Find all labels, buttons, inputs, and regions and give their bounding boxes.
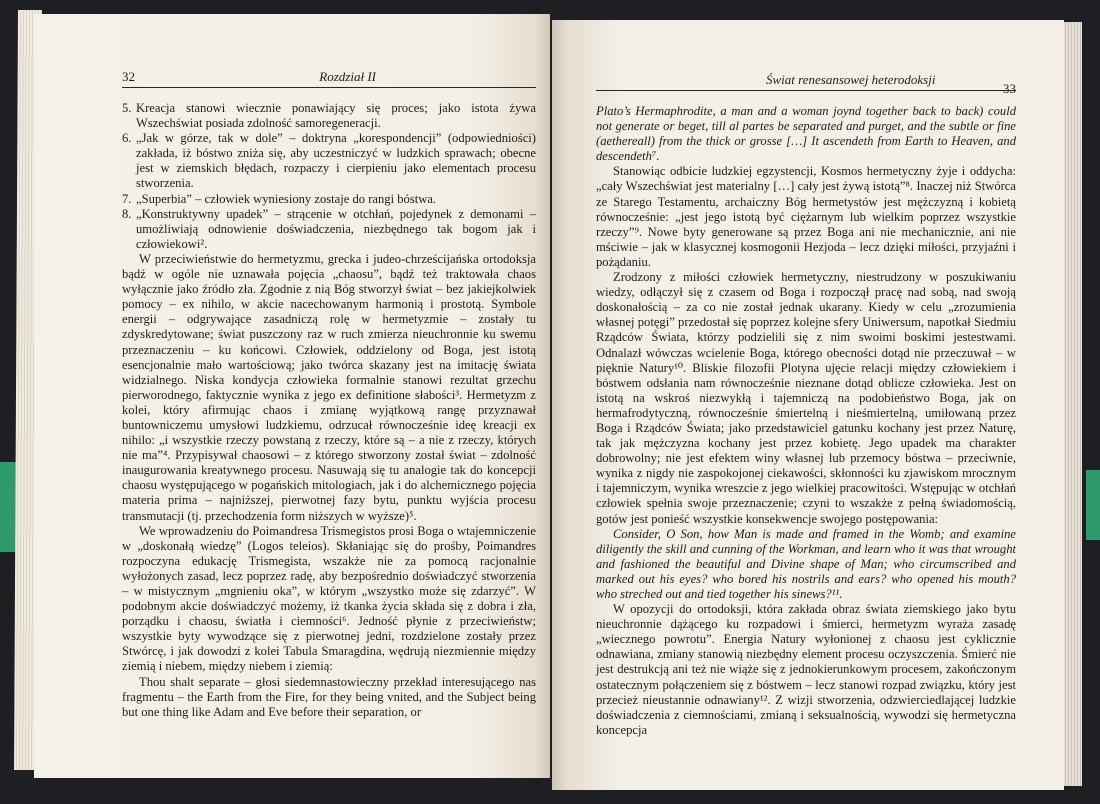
list-item-number: 8. [122, 206, 132, 221]
page-number: 32 [122, 68, 135, 84]
quote-paragraph: Consider, O Son, how Man is made and framed in the Womb; and examine diligently the skill and cunning of the Workman, and learn who it was that wrought and fashioned the beautiful and Divine shape of Man; who circumscribed and marked out his eyes? who bored his nostrils and ears? who opened his mouth? who streched out and tied together his sinews?¹¹. [596, 526, 1016, 601]
chapter-title: Świat renesansowej heterodoksji [766, 71, 936, 87]
background-strip [1086, 470, 1100, 540]
page-number: 33 [1003, 80, 1016, 96]
body-paragraph: W przeciwieństwie do hermetyzmu, grecka i judeo-chrześcijańska ortodoksja bądź w ogóle nie uznawała pojęcia „chaosu”, bądź też traktowała chaos wyłącznie jako źródło zła. Zgodnie z nią Bóg stworzył świat – bez jakiejkolwiek pomocy – ex nihilo, w akcie nacechowanym harmonią i prostotą. Symbole energii – odgrywające zasadniczą rolę w hermetyzmie – zostały tu zdyskredytowane; świat puszczony raz w ruch zmierza nieuchronnie ku swemu przeznaczeniu – ku końcowi. Człowiek, oddzielony od Boga, jest istotą esencjonalnie mało wartościową; jako twórca skazany jest na imitację świata widzialnego. Niska kondycja człowieka formalnie stanowi rezultat grzechu pierworodnego, faktycznie wynika z jego ex definitione słabości³. Hermetyzm z kolei, który afirmując chaos i zmianę wyjątkową rangę przyznawał buntowniczemu umysłowi ludzkiemu, odrzucał równocześnie ideę kreacji ex nihilo: „i wszystkie rzeczy powstaną z rzeczy, które są – a nie z rzeczy, których nie ma”⁴. Przypisywał chaosowi – z którego stworzony został świat – zdolność inaugurowania kreatywnego procesu. Nasuwają się tu analogie tak do koncepcji chaosu występującego w pogańskich mitologiach, jak i do alchemicznego pojęcia materia prima – najniższej, pierwotnej fazy bytu, punktu wyjścia procesu transmutacji (tj. przechodzenia form niższych w wyższe)⁵. [122, 251, 536, 523]
running-head [596, 65, 1016, 96]
right-page [552, 20, 1064, 790]
list-item [122, 101, 536, 131]
list-item [122, 207, 536, 252]
list-item-number: 6. [122, 131, 132, 146]
list-item-number: 5. [122, 101, 132, 115]
chapter-title: Rozdział II [319, 68, 376, 84]
list-item-text: „Superbia” – człowiek wyniesiony zostaje do rangi bóstwa. [136, 191, 437, 206]
list-item-text: Kreacja stanowi wiecznie ponawiający się proces; jako istota żywa Wszechświat posiada zdolność samoregeneracji. [136, 101, 536, 131]
list-item [122, 192, 536, 207]
left-page [34, 14, 550, 778]
body-paragraph: Stanowiąc odbicie ludzkiej egzystencji, Kosmos hermetyczny żyje i oddycha: „cały Wszechświat jest materialny […] cały jest żywą istotą”⁸. Inaczej niż Stwórca ze Starego Testamentu, archaiczny Bóg hermetystów jest mężczyzną i kobietą równocześnie: „jest jego istotą być ciężarnym lub wielkim poprzez wszystkie rzeczy”⁹. Nowe byty generowane są przez Boga ani nie mechanicznie, ani nie mściwie – jak w klasycznej kosmogonii Hezjoda – lecz dzięki miłości, przyjaźni i pożądaniu. [596, 164, 1016, 269]
body-paragraph: We wprowadzeniu do Poimandresa Trismegistos prosi Boga o wtajemniczenie w „doskonałą wiedzę” (Logos teleios). Skłaniając się do prośby, Poimandres rozpoczyna edukację Trismegista, wszakże nie za pomocą racjonalnie wyłożonych zasad, lecz poprzez radę, aby bezpośrednio doświadczyć stworzenia – w mistycznym „mgnieniu oka”, w którym „wszystko może się zdarzyć”. W podobnym akcie doświadczyć możemy, iż tkanka życia składa się z dobra i zła, porządku i chaosu, światła i ciemności⁶. Jedność płynie z przeciwieństw; wszystkie byty wywodzące się z pierwotnej jedni, rozdzielone zostały przez Stwórcę, i jak dowodzi z kolei Tabula Smaragdina, wędrują niezmiennie między ziemią i niebem, między niebem i ziemią: [122, 523, 536, 674]
list-item-number: 7. [122, 191, 132, 206]
list-item-text: „Konstruktywny upadek” – strącenie w otchłań, pojedynek z demonami – umożliwiają odnowienie doświadczenia, niezbędnego tak bogom jak i człowiekowi². [136, 206, 536, 251]
quote-continuation: Plato’s Hermaphrodite, a man and a woman joynd together back to back) could not generate or beget, till al partes be separated and purget, and the subtle or fine (aethereall) from the thick or grosse […] It ascendeth from Earth to Heaven, and descendeth⁷. [596, 104, 1016, 164]
body-paragraph: Zrodzony z miłości człowiek hermetyczny, niestrudzony w poszukiwaniu wiedzy, odłączył się z czasem od Boga i rozpoczął pracę nad sobą, nad swoją doskonałością – za co nie został jednak ukarany. Kiedy w celu „zrozumienia własnej potęgi” przedostał się poprzez kolejne sfery Uniwersum, napotkał Siedmiu Rządców Świata, którzy podzielili się z nim swoimi boskimi jestestwami. Odnalazł wówczas wcielenie Boga, którego obecności dotąd nie przeczuwał – w pięknie Natury¹⁰. Bliskie filozofii Plotyna ujęcie relacji między człowiekiem i bóstwem odsłania nam równocześnie nieznane dotąd oblicze człowieka. Jest on istotą na wskroś niezwykłą i tajemniczą na podobieństwo Boga, jak on hermafrodytyczną, równocześnie śmiertelną i nieśmiertelną, umiłowaną przez Boga i Rządców Świata; jako przedstawiciel gatunku kochany jest przez Naturę, tak jak mężczyzna kochany jest przez kobietę. Jego upadek ma charakter dobrowolny; nie jest efektem winy własnej lub przemocy bóstwa – przeciwnie, wynika z nigdy nie zaspokojonej ciekawości, skłonności ku zjawiskom mrocznym i tajemniczym, wynika wreszcie z jego wielkiej pracowitości. Wstępując w otchłań człowiek spełnia swoje przeznaczenie; czyni to wszakże z pełną świadomością, gotów jest ponieść wszystkie konsekwencje swojego postępowania: [596, 270, 1016, 526]
body-paragraph: W opozycji do ortodoksji, która zakłada obraz świata ziemskiego jako bytu nieuchronnie dążącego ku rozpadowi i śmierci, hermetyzm wyraża zasadę „wiecznego powrotu”. Energia Natury wyłonionej z chaosu jest cyklicznie odnawiana, zmiany stanowią niezbędny element procesu oczyszczenia. Śmierć nie jest destrukcją ani też nie wiąże się z jednokierunkowym procesem, zakończonym ostatecznym połączeniem się z bóstwem – lecz stanowi rozpad związku, który jest przecież nieustannie odnawiany¹². Z wizji stworzenia, odzwierciedlającej ludzkie doświadczenia z ciemnościami, zmianą i seksualnością, wywodzi się hermetyczna koncepcja [596, 602, 1016, 737]
list-item-text: „Jak w górze, tak w dole” – doktryna „korespondencji” (odpowiedniości) zakłada, iż bóstwo zniża się, aby uczestniczyć w ludzkich sprawach; obecne jest w ziemskich błędach, rozpaczy i cierpieniu jako elementach procesu stworzenia. [136, 131, 536, 191]
body-paragraph: Thou shalt separate – głosi siedemnastowieczny przekład interesującego nas fragmentu – the Earth from the Fire, for they being vnited, and the Subject being but one thing like Adam and Eve before their separation, or [122, 674, 536, 719]
running-head [122, 62, 536, 88]
list-item [122, 131, 536, 191]
